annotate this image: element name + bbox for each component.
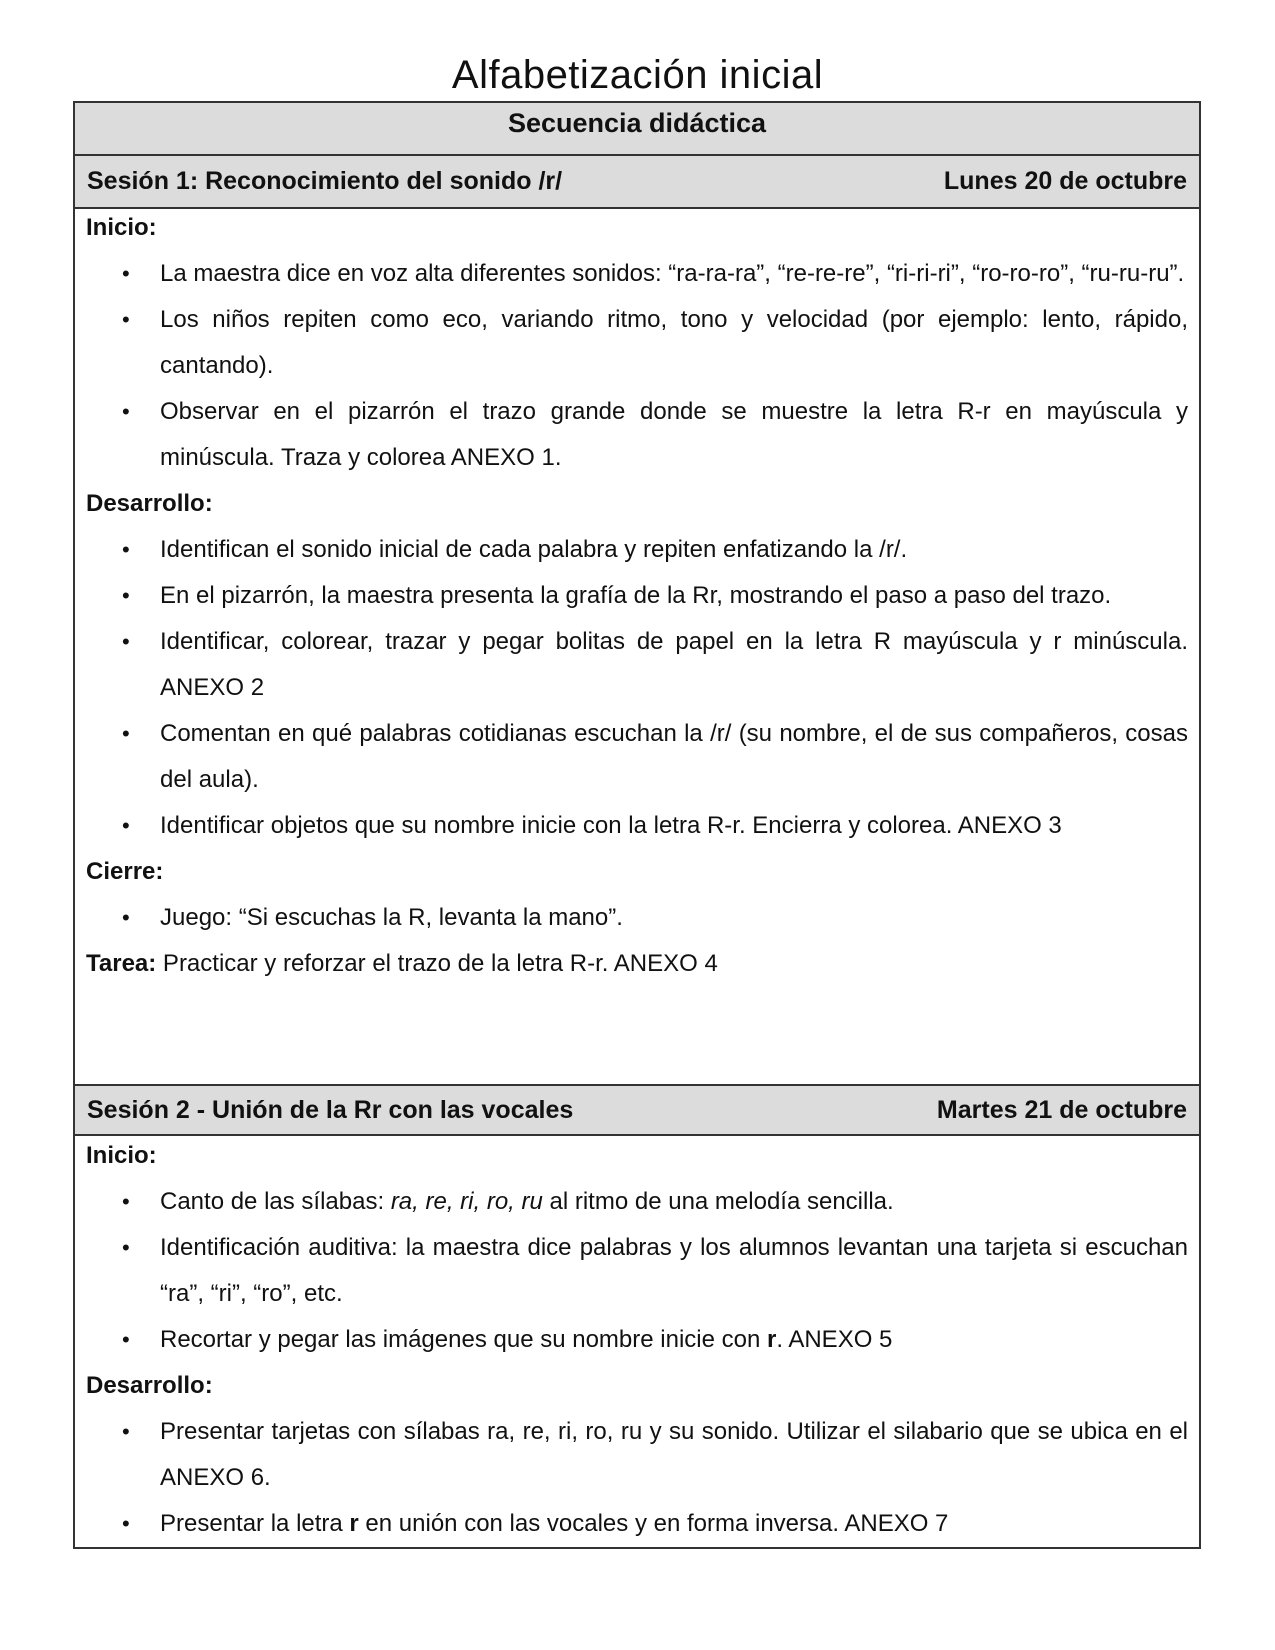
session-1-tarea [86, 941, 1188, 987]
session-2-inicio-label: Inicio: [86, 1142, 157, 1169]
session-1-cierre-label: Cierre: [86, 858, 164, 885]
list-item: • La maestra dice en voz alta diferentes sonidos: “ra-ra-ra”, “re-re-re”, “ri-ri-ri”, “ro-ro-ro”, “ru-ru-ru”. [160, 251, 1188, 297]
list-item [160, 1501, 1188, 1547]
table-subtitle: Secuencia didáctica [73, 101, 1201, 155]
session-1-desarrollo-label: Desarrollo: [86, 490, 213, 517]
list-item [160, 1317, 1188, 1363]
list-item: • Identificar objetos que su nombre inicie con la letra R-r. Encierra y colorea. ANEXO 3 [160, 803, 1188, 849]
session-2-content [86, 1133, 1188, 1547]
item-text: Recortar y pegar las imágenes que su nombre inicie con [160, 1326, 767, 1353]
item-text: . ANEXO 5 [776, 1326, 893, 1353]
item-text: Canto de las sílabas: [160, 1188, 391, 1215]
document-title: Alfabetización inicial [451, 53, 824, 97]
session-1-header [73, 154, 1201, 209]
list-item: • Identifican el sonido inicial de cada palabra y repiten enfatizando la /r/. [160, 527, 1188, 573]
session-1-inicio-label: Inicio: [86, 214, 157, 241]
letter-bold: r [766, 1326, 777, 1353]
session-2-date: Martes 21 de octubre [936, 1095, 1187, 1124]
letter-bold: r [349, 1510, 359, 1537]
session-2-desarrollo-label: Desarrollo: [86, 1372, 213, 1399]
session-2-desarrollo-list [86, 1409, 1188, 1547]
list-item: • Identificación auditiva: la maestra dice palabras y los alumnos levantan una tarjeta si escuchan “ra”, “ri”, “ro”, etc. [160, 1225, 1188, 1317]
list-item [160, 1179, 1188, 1225]
list-item: • Los niños repiten como eco, variando ritmo, tono y velocidad (por ejemplo: lento, rápido, cantando). [160, 297, 1188, 389]
session-1-cierre-list [86, 895, 1188, 941]
list-item: • Comentan en qué palabras cotidianas escuchan la /r/ (su nombre, el de sus compañeros, cosas del aula). [160, 711, 1188, 803]
syllables-italic: ra, re, ri, ro, ru [390, 1188, 543, 1215]
list-item: • En el pizarrón, la maestra presenta la grafía de la Rr, mostrando el paso a paso del trazo. [160, 573, 1188, 619]
list-item: • Juego: “Si escuchas la R, levanta la mano”. [160, 895, 1188, 941]
session-1-content [86, 205, 1188, 987]
list-item: • Presentar tarjetas con sílabas ra, re, ri, ro, ru y su sonido. Utilizar el silabario que se ubica en el ANEXO 6. [160, 1409, 1188, 1501]
session-1-date: Lunes 20 de octubre [943, 167, 1187, 195]
session-1-desarrollo-list [86, 527, 1188, 849]
item-text: Presentar la letra [160, 1510, 350, 1537]
tarea-text: Practicar y reforzar el trazo de la letra R-r. ANEXO 4 [156, 950, 718, 977]
tarea-label: Tarea: [86, 950, 157, 977]
session-2-heading: Sesión 2 - Unión de la Rr con las vocales [87, 1095, 574, 1124]
session-1-inicio-list [86, 251, 1188, 481]
item-text: en unión con las vocales y en forma inversa. ANEXO 7 [358, 1510, 949, 1537]
session-2-header [73, 1084, 1201, 1136]
session-1-heading: Sesión 1: Reconocimiento del sonido /r/ [87, 167, 563, 195]
item-text: al ritmo de una melodía sencilla. [542, 1188, 894, 1215]
list-item: • Observar en el pizarrón el trazo grande donde se muestre la letra R-r en mayúscula y minúscula. Traza y colorea ANEXO 1. [160, 389, 1188, 481]
list-item: • Identificar, colorear, trazar y pegar bolitas de papel en la letra R mayúscula y r minúscula. ANEXO 2 [160, 619, 1188, 711]
session-2-inicio-list [86, 1179, 1188, 1363]
